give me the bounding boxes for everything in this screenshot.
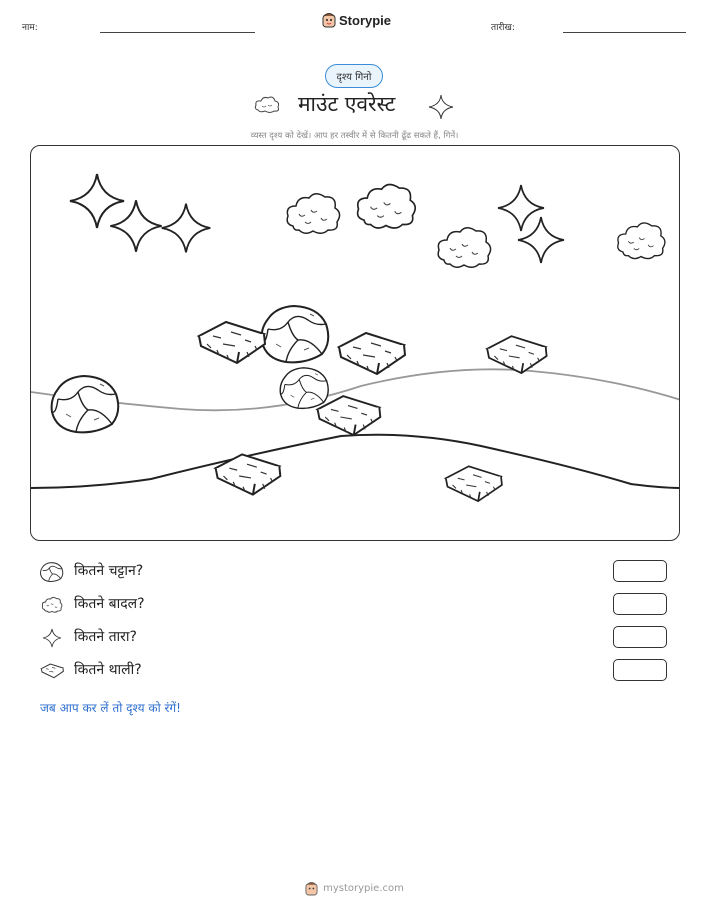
star-icon bbox=[428, 94, 454, 120]
cloud-shape bbox=[287, 194, 339, 234]
footer-url[interactable]: mystorypie.com bbox=[323, 883, 404, 894]
date-label: तारीख: bbox=[491, 23, 515, 33]
counting-scene bbox=[30, 145, 680, 541]
plate-icon bbox=[40, 661, 64, 681]
date-line[interactable] bbox=[563, 32, 686, 33]
cloud-icon bbox=[253, 94, 281, 116]
question-rocks bbox=[40, 560, 670, 584]
cloud-icon bbox=[40, 595, 64, 615]
footer bbox=[0, 881, 709, 896]
question-text: कितने बादल? bbox=[74, 596, 145, 612]
cloud-shape bbox=[438, 228, 490, 268]
category-badge: दृश्य गिनो bbox=[325, 64, 383, 88]
star-shape bbox=[110, 200, 161, 251]
answer-box-stars[interactable] bbox=[613, 626, 667, 648]
page-title: माउंट एवरेस्ट bbox=[298, 92, 396, 116]
rock-shape bbox=[52, 376, 119, 432]
rock-shape bbox=[262, 306, 329, 362]
plate-shape bbox=[199, 322, 265, 363]
answer-box-rocks[interactable] bbox=[613, 560, 667, 582]
answer-box-plates[interactable] bbox=[613, 659, 667, 681]
question-stars bbox=[40, 626, 670, 650]
rock-icon bbox=[40, 562, 64, 582]
question-clouds bbox=[40, 593, 670, 617]
star-shape bbox=[498, 185, 544, 231]
brand-name: Storypie bbox=[339, 12, 392, 28]
coloring-note: जब आप कर लें तो दृश्य को रंगें! bbox=[40, 701, 181, 715]
rock-shape bbox=[280, 368, 328, 409]
star-shape bbox=[162, 204, 211, 253]
brand-logo bbox=[322, 12, 391, 28]
title-row bbox=[0, 90, 709, 124]
star-shape bbox=[70, 174, 124, 228]
star-shape bbox=[518, 217, 564, 263]
cloud-shape bbox=[358, 185, 416, 228]
plate-shape bbox=[446, 466, 502, 501]
ground-line bbox=[31, 435, 680, 488]
question-text: कितने थाली? bbox=[74, 662, 142, 678]
cloud-shape bbox=[618, 223, 665, 259]
question-text: कितने तारा? bbox=[74, 629, 137, 645]
name-line[interactable] bbox=[100, 32, 255, 33]
instructions: व्यस्त दृश्य को देखें। आप हर तस्वीर में से कितनी ढूँढ सकते हैं, गिनें। bbox=[250, 131, 459, 141]
plate-shape bbox=[339, 333, 405, 374]
question-plates bbox=[40, 659, 670, 683]
name-label: नाम: bbox=[22, 23, 38, 33]
question-text: कितने चट्टान? bbox=[74, 563, 144, 579]
star-icon bbox=[40, 628, 64, 648]
storypie-mascot-icon bbox=[305, 881, 318, 896]
answer-box-clouds[interactable] bbox=[613, 593, 667, 615]
plate-shape bbox=[487, 336, 546, 373]
plate-shape bbox=[318, 396, 381, 435]
storypie-mascot-icon bbox=[322, 12, 336, 28]
